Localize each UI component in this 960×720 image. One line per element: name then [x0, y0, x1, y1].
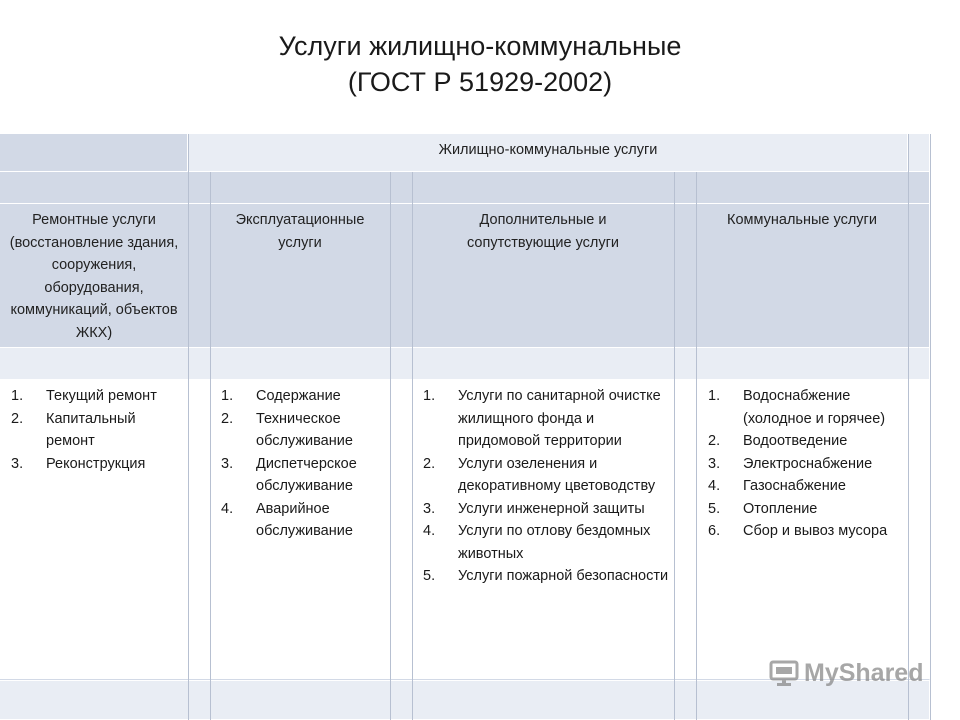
- list-item-text: Капитальный ремонт: [46, 410, 136, 449]
- column-divider: [188, 134, 189, 720]
- list-item-number: 4.: [708, 478, 721, 494]
- category-utilities: Коммунальные услуги: [727, 212, 877, 228]
- category-additional: Дополнительные и сопутствующие услуги: [466, 212, 620, 251]
- list-item: [423, 565, 671, 588]
- list-item-number: 1.: [221, 388, 234, 404]
- list-utilities: [708, 385, 906, 543]
- column-divider: [674, 172, 675, 720]
- table-cell: [908, 134, 930, 172]
- list-item-text: Электроснабжение: [743, 455, 873, 472]
- list-item-text: Услуги по отлову бездомных животных: [458, 523, 651, 562]
- list-item-number: 5.: [708, 500, 721, 517]
- watermark: [768, 658, 923, 688]
- list-item-text: Содержание: [256, 388, 341, 404]
- watermark-text: MyShared: [804, 658, 924, 687]
- list-item-number: 1.: [423, 388, 436, 404]
- list-item-number: 1.: [708, 388, 721, 404]
- table-spacer-row: [0, 172, 930, 204]
- list-item-text: Техническое обслуживание: [256, 410, 353, 449]
- list-item-number: 2.: [11, 410, 24, 427]
- list-item-text: Газоснабжение: [743, 478, 846, 494]
- category-repair: Ремонтные услуги (восстановление здания, сооружения, оборудования, коммуникаций, объектов ЖКХ): [9, 212, 179, 341]
- list-item: [423, 498, 671, 521]
- list-item: [11, 408, 185, 453]
- table-spacer-row: [0, 348, 930, 380]
- list-item: [423, 385, 671, 453]
- table-header: Жилищно-коммунальные услуги: [438, 142, 658, 158]
- list-item: [423, 520, 671, 565]
- list-item-text: Водоотведение: [743, 433, 848, 449]
- list-item-text: Диспетчерское обслуживание: [256, 455, 357, 494]
- list-item: [423, 453, 671, 498]
- list-item-number: 3.: [221, 455, 234, 472]
- list-item-number: 3.: [708, 455, 721, 472]
- list-item-text: Услуги инженерной защиты: [458, 500, 645, 517]
- list-item-text: Услуги пожарной безопасности: [458, 568, 669, 584]
- list-item: [708, 498, 906, 521]
- list-repair: [11, 385, 185, 475]
- list-item: [708, 475, 906, 498]
- column-divider: [908, 134, 909, 720]
- list-item-number: 4.: [221, 500, 234, 517]
- projector-screen-icon: [768, 659, 800, 687]
- list-item: [708, 520, 906, 543]
- column-divider: [696, 172, 697, 720]
- list-maintenance: [221, 385, 387, 543]
- list-item-text: Отопление: [743, 500, 818, 517]
- column-divider: [390, 172, 391, 720]
- table-right-edge: [930, 134, 931, 720]
- table-cell: [0, 134, 188, 172]
- list-item-number: 2.: [423, 455, 436, 472]
- list-item: [708, 385, 906, 430]
- column-divider: [210, 172, 211, 720]
- list-item-number: 2.: [221, 410, 234, 427]
- title-line-1: Услуги жилищно-коммунальные: [278, 31, 682, 61]
- column-divider: [412, 172, 413, 720]
- list-item: [11, 453, 185, 476]
- list-item-text: Текущий ремонт: [46, 388, 157, 404]
- list-item: [221, 385, 387, 408]
- list-item-text: Аварийное обслуживание: [256, 500, 353, 539]
- list-item-number: 3.: [423, 500, 436, 517]
- list-item: [708, 453, 906, 476]
- list-item-number: 3.: [11, 455, 24, 472]
- category-maintenance: Эксплуатационные услуги: [235, 212, 365, 251]
- list-item-number: 5.: [423, 568, 436, 584]
- list-item-number: 6.: [708, 523, 721, 539]
- list-item-text: Сбор и вывоз мусора: [743, 523, 888, 539]
- list-item-text: Услуги по санитарной очистке жилищного фонда и придомовой территории: [458, 388, 661, 449]
- list-item: [221, 498, 387, 543]
- list-item: [221, 453, 387, 498]
- list-item-number: 4.: [423, 523, 436, 539]
- title-line-2: (ГОСТ Р 51929-2002): [347, 67, 613, 97]
- list-item-text: Реконструкция: [46, 455, 146, 472]
- list-item: [11, 385, 185, 408]
- list-item-number: 2.: [708, 433, 721, 449]
- list-item-text: Водоснабжение (холодное и горячее): [743, 388, 886, 427]
- list-item: [708, 430, 906, 453]
- list-additional: [423, 385, 671, 588]
- list-item-number: 1.: [11, 388, 24, 404]
- list-item: [221, 408, 387, 453]
- list-item-text: Услуги озеленения и декоративному цветоводству: [458, 455, 656, 494]
